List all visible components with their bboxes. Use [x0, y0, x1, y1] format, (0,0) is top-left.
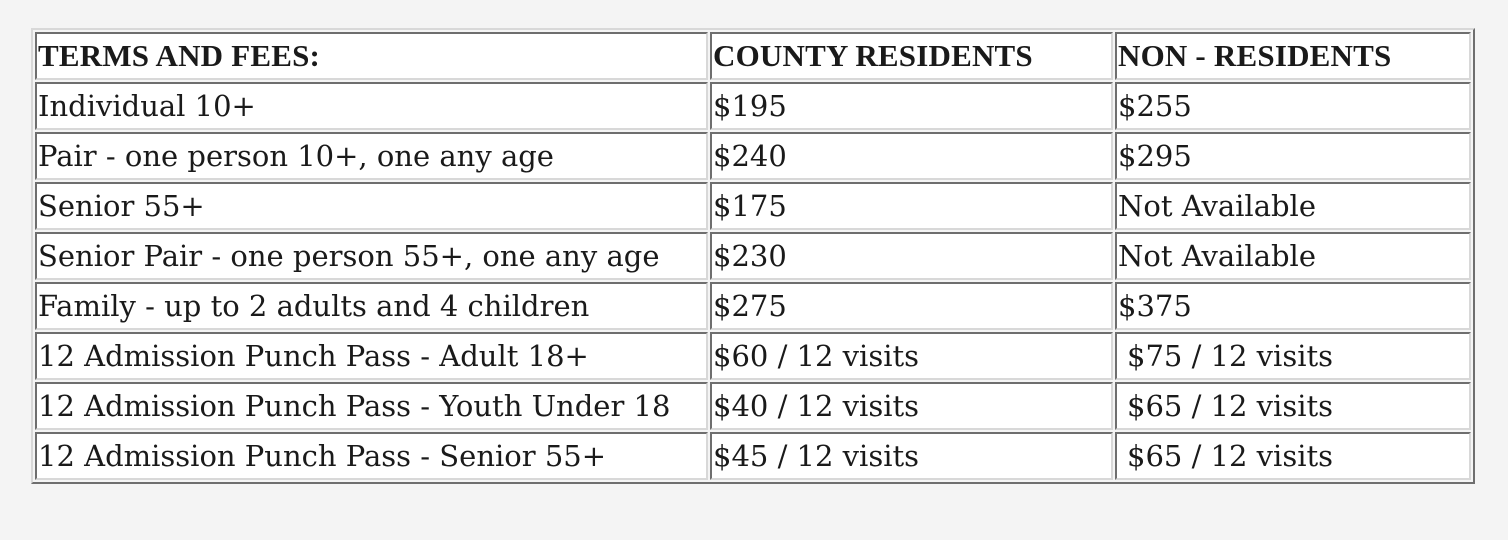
row-non-resident-fee: Not Available — [1115, 232, 1471, 280]
row-county-fee: $230 — [710, 232, 1113, 280]
fees-table — [31, 28, 1475, 484]
row-non-resident-fee: Not Available — [1115, 182, 1471, 230]
row-county-fee: $275 — [710, 282, 1113, 330]
table-row — [35, 382, 1471, 430]
row-non-resident-fee: $75 / 12 visits — [1115, 332, 1471, 380]
row-term: Individual 10+ — [35, 82, 708, 130]
row-non-resident-fee: $65 / 12 visits — [1115, 382, 1471, 430]
table-header-row — [35, 32, 1471, 80]
table-row — [35, 432, 1471, 480]
table-row — [35, 282, 1471, 330]
row-non-resident-fee: $255 — [1115, 82, 1471, 130]
table-row — [35, 232, 1471, 280]
row-term: Senior Pair - one person 55+, one any age — [35, 232, 708, 280]
header-non-residents: NON - RESIDENTS — [1115, 32, 1471, 80]
table-row — [35, 332, 1471, 380]
header-county-residents: COUNTY RESIDENTS — [710, 32, 1113, 80]
row-term: 12 Admission Punch Pass - Senior 55+ — [35, 432, 708, 480]
row-county-fee: $195 — [710, 82, 1113, 130]
table-row — [35, 182, 1471, 230]
row-term: Senior 55+ — [35, 182, 708, 230]
row-non-resident-fee: $65 / 12 visits — [1115, 432, 1471, 480]
table-row — [35, 82, 1471, 130]
row-non-resident-fee: $375 — [1115, 282, 1471, 330]
row-term: Family - up to 2 adults and 4 children — [35, 282, 708, 330]
row-county-fee: $240 — [710, 132, 1113, 180]
row-term: 12 Admission Punch Pass - Adult 18+ — [35, 332, 708, 380]
row-county-fee: $40 / 12 visits — [710, 382, 1113, 430]
row-term: 12 Admission Punch Pass - Youth Under 18 — [35, 382, 708, 430]
row-county-fee: $45 / 12 visits — [710, 432, 1113, 480]
table-row — [35, 132, 1471, 180]
row-county-fee: $60 / 12 visits — [710, 332, 1113, 380]
row-non-resident-fee: $295 — [1115, 132, 1471, 180]
row-term: Pair - one person 10+, one any age — [35, 132, 708, 180]
row-county-fee: $175 — [710, 182, 1113, 230]
header-terms-and-fees: TERMS AND FEES: — [35, 32, 708, 80]
